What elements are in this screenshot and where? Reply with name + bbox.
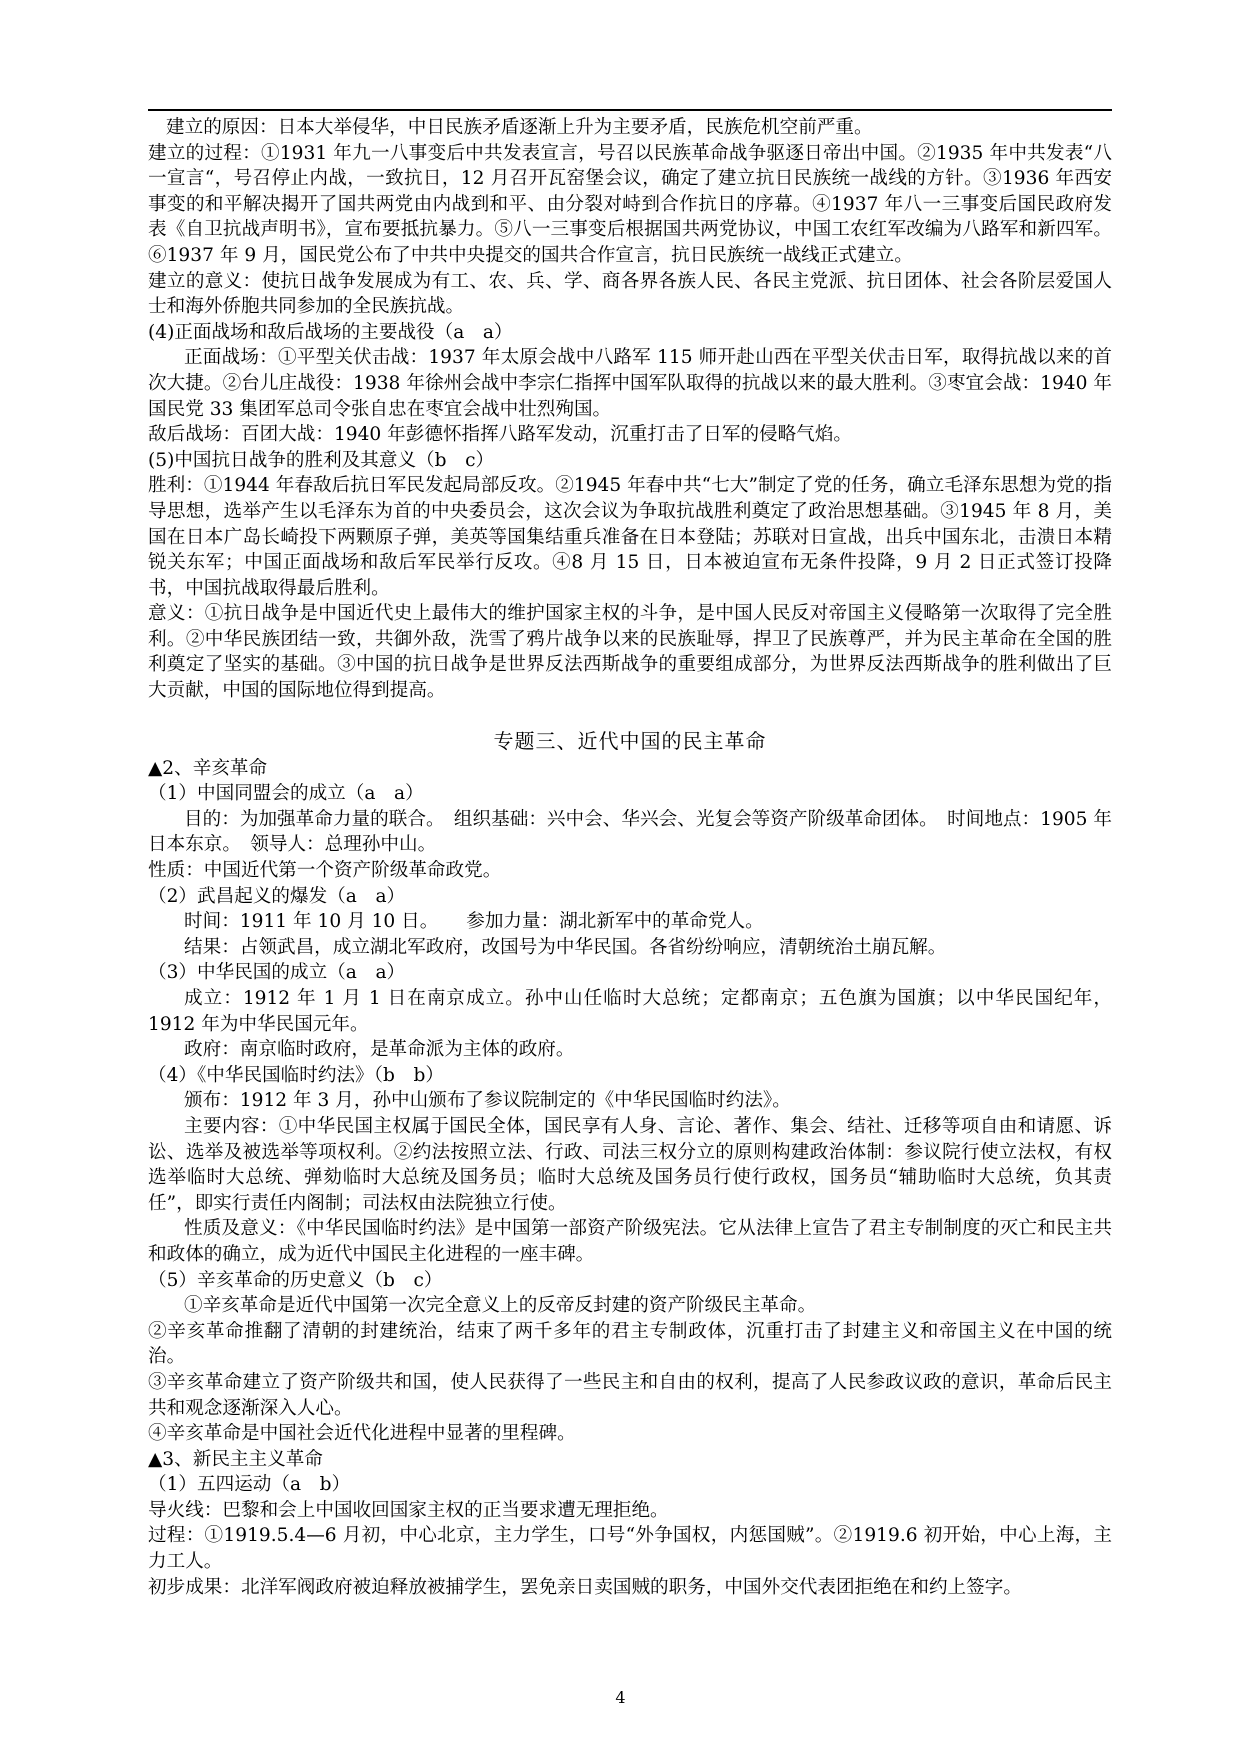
- paragraph-may-fourth-trigger: 导火线：巴黎和会上中国收回国家主权的正当要求遭无理拒绝。: [148, 1499, 669, 1521]
- section-heading-new-democratic: ▲3、新民主主义革命: [148, 1448, 323, 1470]
- header-rule: [148, 109, 1112, 111]
- paragraph-tongmenghui-nature: 性质：中国近代第一个资产阶级革命政党。: [148, 860, 502, 882]
- paragraph-front-battlefield: 正面战场：①平型关伏击战：1937 年太原会战中八路军 115 师开赴山西在平型关伏击日军，取得抗战以来的首次大捷。②台儿庄战役：1938 年徐州会战中李宗仁指挥中国军队取得的抗战以来的最大胜利。③枣宜会战：1940 年国民党 33 集团军总司令张自忠在枣宜会战中壮烈殉国。: [148, 347, 1112, 420]
- section-heading-victory: (5)中国抗日战争的胜利及其意义（b c）: [148, 449, 495, 471]
- paragraph-constitution-significance: 性质及意义：《中华民国临时约法》是中国第一部资产阶级宪法。它从法律上宣告了君主专制制度的灭亡和民主共和政体的确立，成为近代中国民主化进程的一座丰碑。: [148, 1218, 1112, 1265]
- paragraph-constitution-content: 主要内容：①中华民国主权属于国民全体，国民享有人身、言论、著作、集会、结社、迁移等项自由和请愿、诉讼、选举及被选举等项权利。②约法按照立法、行政、司法三权分立的原则构建政治体制：参议院行使立法权，有权选举临时大总统、弹劾临时大总统及国务员；临时大总统及国务员行使行政权，国务员“辅助临时大总统，负其责任”，即实行责任内阁制；司法权由法院独立行使。: [148, 1115, 1112, 1214]
- paragraph-may-fourth-process: 过程：①1919.5.4—6 月初，中心北京，主力学生，口号“外争国权，内惩国贼”。②1919.6 初开始，中心上海，主力工人。: [148, 1525, 1112, 1573]
- section-heading-battles: (4)正面战场和敌后战场的主要战役（a a）: [148, 321, 513, 343]
- paragraph-roc-government: 政府：南京临时政府，是革命派为主体的政府。: [184, 1039, 575, 1061]
- subheading-xinhai-significance: （5）辛亥革命的历史意义（b c）: [148, 1269, 443, 1291]
- subheading-wuchang: （2）武昌起义的爆发（a a）: [148, 885, 406, 907]
- paragraph-significance-1: ①辛亥革命是近代中国第一次完全意义上的反帝反封建的资产阶级民主革命。: [184, 1295, 817, 1317]
- paragraph-may-fourth-result: 初步成果：北洋军阀政府被迫释放被捕学生，罢免亲日卖国贼的职务，中国外交代表团拒绝在和约上签字。: [148, 1576, 1022, 1598]
- paragraph-constitution-promulgation: 颁布：1912 年 3 月，孙中山颁布了参议院制定的《中华民国临时约法》。: [184, 1090, 791, 1112]
- paragraph-significance: 建立的意义：使抗日战争发展成为有工、农、兵、学、商各界各族人民、各民主党派、抗日团体、社会各阶层爱国人士和海外侨胞共同参加的全民族抗战。: [148, 270, 1112, 318]
- paragraph-significance-3: ③辛亥革命建立了资产阶级共和国，使人民获得了一些民主和自由的权利，提高了人民参政议政的意识，革命后民主共和观念逐渐深入人心。: [148, 1371, 1112, 1419]
- section-heading-xinhai: ▲2、辛亥革命: [148, 757, 268, 779]
- paragraph-victory: 胜利：①1944 年春敌后抗日军民发起局部反攻。②1945 年春中共“七大”制定了党的任务，确立毛泽东思想为党的指导思想，选举产生以毛泽东为首的中央委员会，这次会议为争取抗战胜利奠定了政治思想基础。③1945 年 8 月，美国在日本广岛长崎投下两颗原子弹，美英等国集结重兵准备在日本登陆；苏联对日宣战，出兵中国东北，击溃日本精锐关东军；中国正面战场和敌后军民举行反攻。④8 月 15 日，日本被迫宣布无条件投降，9 月 2 日正式签订投降书，中国抗战取得最后胜利。: [148, 475, 1112, 599]
- paragraph-roc-founding: 成立：1912 年 1 月 1 日在南京成立。孙中山任临时大总统；定都南京；五色旗为国旗；以中华民国纪年，1912 年为中华民国元年。: [148, 988, 1112, 1035]
- paragraph-wuchang-result: 结果：占领武昌，成立湖北军政府，改国号为中华民国。各省纷纷响应，清朝统治土崩瓦解。: [184, 936, 947, 958]
- paragraph-significance-2: ②辛亥革命推翻了清朝的封建统治，结束了两千多年的君主专制政体，沉重打击了封建主义和帝国主义在中国的统治。: [148, 1320, 1112, 1368]
- spacer: [148, 704, 1112, 728]
- document-body: [148, 115, 1112, 1600]
- subheading-may-fourth: （1）五四运动（a b）: [148, 1474, 351, 1496]
- subheading-roc: （3）中华民国的成立（a a）: [148, 962, 406, 984]
- topic-title: 专题三、近代中国的民主革命: [493, 728, 767, 753]
- paragraph-reason: 建立的原因：日本大举侵华，中日民族矛盾逐渐上升为主要矛盾，民族危机空前严重。: [166, 117, 873, 138]
- page-number: 4: [615, 1688, 626, 1707]
- paragraph-rear-battlefield: 敌后战场：百团大战：1940 年彭德怀指挥八路军发动，沉重打击了日军的侵略气焰。: [148, 424, 853, 446]
- paragraph-wuchang-time: 时间：1911 年 10 月 10 日。 参加力量：湖北新军中的革命党人。: [184, 911, 764, 933]
- subheading-provisional-constitution: （4）《中华民国临时约法》（b b）: [148, 1064, 444, 1086]
- paragraph-tongmenghui: 目的：为加强革命力量的联合。 组织基础：兴中会、华兴会、光复会等资产阶级革命团体。 时间地点：1905 年日本东京。 领导人：总理孙中山。: [148, 808, 1112, 856]
- paragraph-process: 建立的过程：①1931 年九一八事变后中共发表宣言，号召以民族革命战争驱逐日帝出中国。②1935 年中共发表“八一宣言“，号召停止内战，一致抗日，12 月召开瓦窑堡会议，确定了建立抗日民族统一战线的方针。③1936 年西安事变的和平解决揭开了国共两党由内战到和平、由分裂对峙到合作抗日的序幕。④1937 年八一三事变后国民政府发表《自卫抗战声明书》，宣布要抵抗暴力。⑤八一三事变后根据国共两党协议，中国工农红军改编为八路军和新四军。⑥1937 年 9 月，国民党公布了中共中央提交的国共合作宣言，抗日民族统一战线正式建立。: [148, 142, 1112, 266]
- subheading-tongmenghui: （1）中国同盟会的成立（a a）: [148, 783, 424, 805]
- paragraph-victory-meaning: 意义：①抗日战争是中国近代史上最伟大的维护国家主权的斗争，是中国人民反对帝国主义侵略第一次取得了完全胜利。②中华民族团结一致，共御外敌，洗雪了鸦片战争以来的民族耻辱，捍卫了民族尊严，并为民主革命在全国的胜利奠定了坚实的基础。③中国的抗日战争是世界反法西斯战争的重要组成部分，为世界反法西斯战争的胜利做出了巨大贡献，中国的国际地位得到提高。: [148, 603, 1112, 702]
- paragraph-significance-4: ④辛亥革命是中国社会近代化进程中显著的里程碑。: [148, 1423, 576, 1445]
